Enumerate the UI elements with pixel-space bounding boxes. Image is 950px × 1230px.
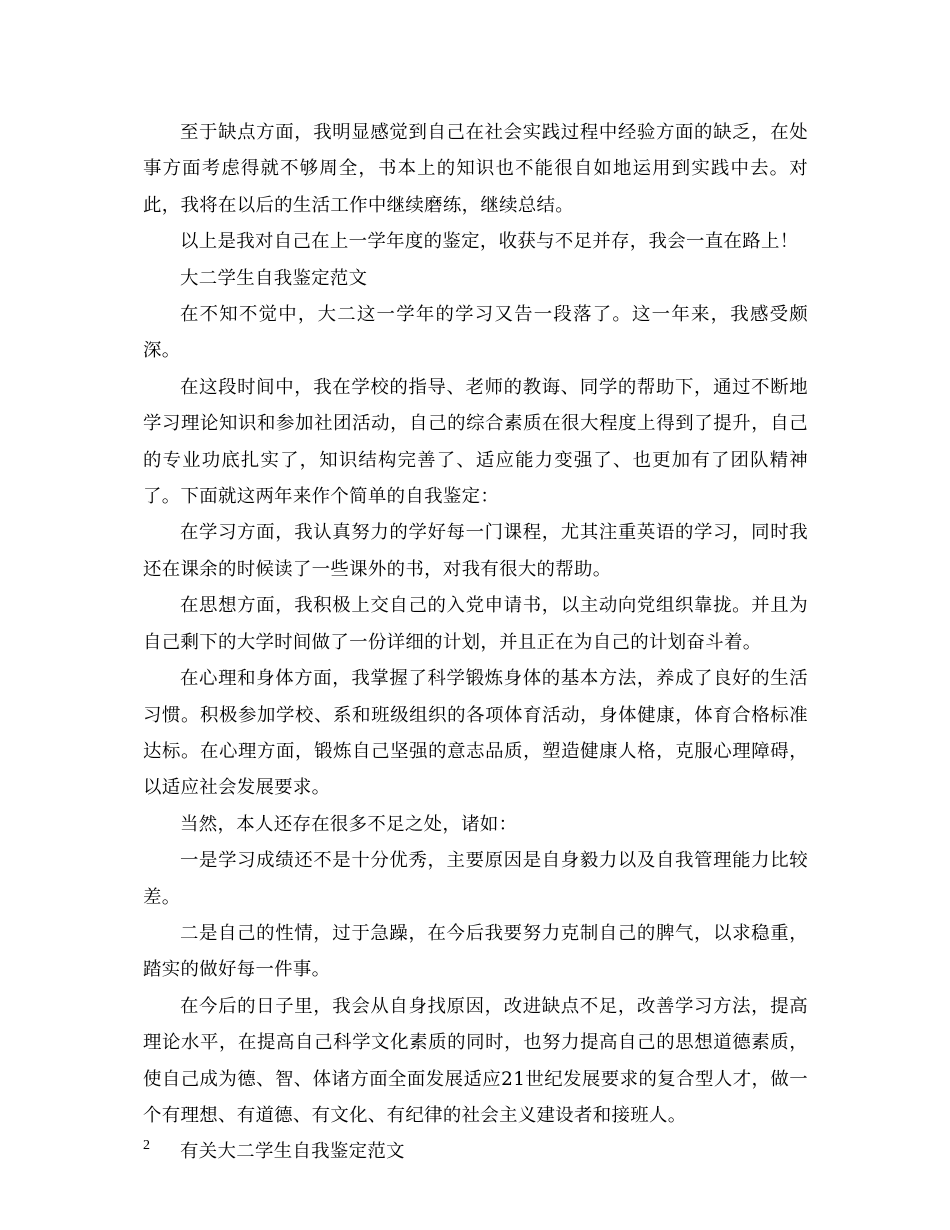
paragraph-summary: 以上是我对自己在上一学年度的鉴定，收获与不足并存，我会一直在路上！ [180,231,799,253]
paragraph-progress: 在这段时间中，我在学校的指导、老师的教诲、同学的帮助下，通过不断地学习理论知识和参加社团活动，自己的综合素质在很大程度上得到了提升，自己的专业功底扎实了，知识结构完善了、适应能力变强了、也更加有了团队精神了。下面就这两年来作个简单的自我鉴定： [143,376,808,508]
paragraph-weakness-two: 二是自己的性情，过于急躁，在今后我要努力克制自己的脾气，以求稳重，踏实的做好每一件事。 [143,922,808,981]
paragraph-future-plan: 在今后的日子里，我会从自身找原因，改进缺点不足，改善学习方法，提高理论水平，在提高自己科学文化素质的同时，也努力提高自己的思想道德素质，使自己成为德、智、体诸方面全面发展适应21世纪发展要求的复合型人才，做一个有理想、有道德、有文化、有纪律的社会主义建设者和接班人。 [143,995,808,1126]
paragraph-weakness-one: 一是学习成绩还不是十分优秀，主要原因是自身毅力以及自我管理能力比较差。 [143,850,808,908]
paragraph-health: 在心理和身体方面，我掌握了科学锻炼身体的基本方法，养成了良好的生活习惯。积极参加学校、系和班级组织的各项体育活动，身体健康，体育合格标准达标。在心理方面，锻炼自己坚强的意志品质，塑造健康人格，克服心理障碍，以适应社会发展要求。 [143,668,808,799]
document-body [143,115,808,1171]
paragraph-ideology: 在思想方面，我积极上交自己的入党申请书，以主动向党组织靠拢。并且为自己剩下的大学时间做了一份详细的计划，并且正在为自己的计划奋斗着。 [143,595,808,653]
paragraph-study: 在学习方面，我认真努力的学好每一门课程，尤其注重英语的学习，同时我还在课余的时候读了一些课外的书，对我有很大的帮助。 [143,522,808,580]
section-heading-related: 有关大二学生自我鉴定范文 [180,1141,405,1163]
paragraph-intro: 在不知不觉中，大二这一学年的学习又告一段落了。这一年来，我感受颇深。 [143,304,808,362]
paragraph-weaknesses-intro: 当然，本人还存在很多不足之处，诸如： [180,813,518,835]
page-number: 2 [143,1138,150,1153]
section-heading-self-assessment: 大二学生自我鉴定范文 [180,267,368,289]
paragraph-shortcomings: 至于缺点方面，我明显感觉到自己在社会实践过程中经验方面的缺乏，在处事方面考虑得就不够周全，书本上的知识也不能很自如地运用到实践中去。对此，我将在以后的生活工作中继续磨练，继续总结。 [143,122,808,216]
